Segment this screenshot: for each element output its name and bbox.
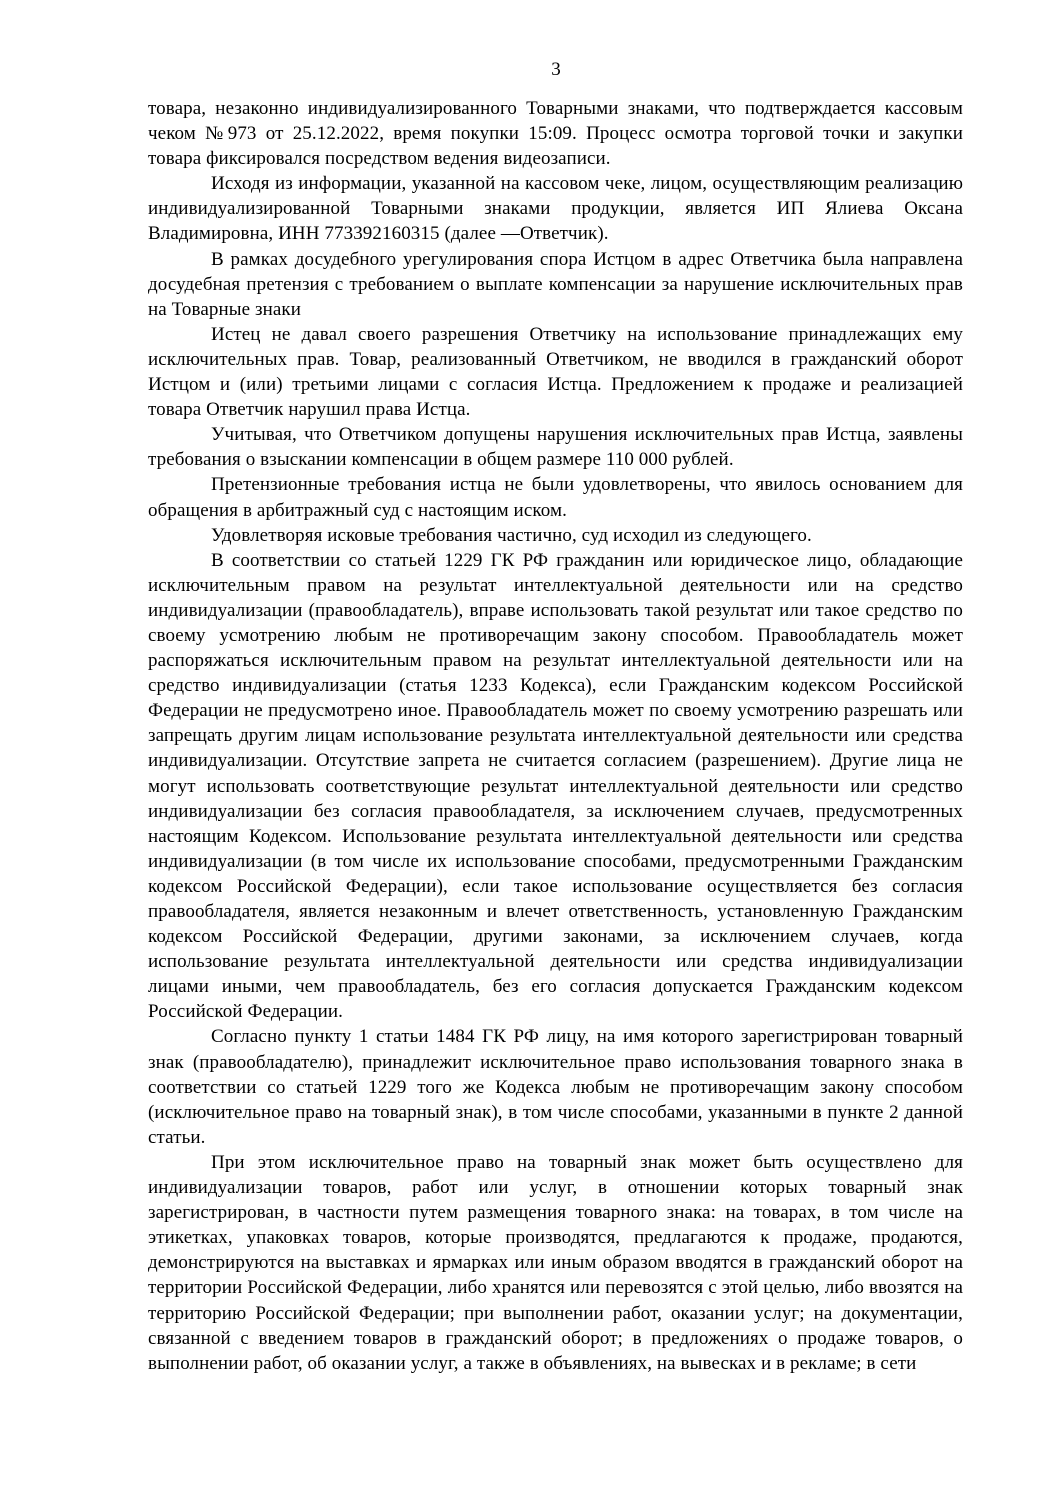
paragraph-continuation: товара, незаконно индивидуализированного Товарными знаками, что подтверждается кассовым чеком №973 от 25.12.2022, время покупки 15:09. Процесс осмотра торговой точки и закупки товара фиксировался посредством ведения видеозаписи. xyxy=(148,98,963,170)
paragraph-claim-not-satisfied: Претензионные требования истца не были удовлетворены, что явилось основанием для обращения в арбитражный суд с настоящим иском. xyxy=(148,474,963,521)
paragraph-compensation-claim: Учитывая, что Ответчиком допущены нарушения исключительных прав Истца, заявлены требования о взыскании компенсации в общем размере 110 000 рублей. xyxy=(148,424,963,471)
paragraph-article-1229: В соответствии со статьей 1229 ГК РФ гражданин или юридическое лицо, обладающие исключительным правом на результат интеллектуальной деятельности или на средство индивидуализации (правообладатель), вправе использовать такой результат или такое средство по своему усмотрению любым не противоречащим закону способом. Правообладатель может распоряжаться исключительным правом на результат интеллектуальной деятельности или на средство индивидуализации (статья 1233 Кодекса), если Гражданским кодексом Российской Федерации не предусмотрено иное. Правообладатель может по своему усмотрению разрешать или запрещать другим лицам использование результата интеллектуальной деятельности или средства индивидуализации. Отсутствие запрета не считается согласием (разрешением). Другие лица не могут использовать соответствующие результат интеллектуальной деятельности или средство индивидуализации без согласия правообладателя, за исключением случаев, предусмотренных настоящим Кодексом. Использование результата интеллектуальной деятельности или средства индивидуализации (в том числе их использование способами, предусмотренными Гражданским кодексом Российской Федерации), если такое использование осуществляется без согласия правообладателя, является незаконным и влечет ответственность, установленную Гражданским кодексом Российской Федерации, другими законами, за исключением случаев, когда использование результата интеллектуальной деятельности или средства индивидуализации лицами иными, чем правообладатель, без его согласия допускается Гражданским кодексом Российской Федерации. xyxy=(148,549,963,1023)
paragraph-court-reasoning-intro: Удовлетворяя исковые требования частично, суд исходил из следующего. xyxy=(211,524,812,546)
paragraph-trademark-use: При этом исключительное право на товарный знак может быть осуществлено для индивидуализации товаров, работ или услуг, в отношении которых товарный знак зарегистрирован, в частности путем размещения товарного знака: на товарах, в том числе на этикетках, упаковках товаров, которые производятся, предлагаются к продаже, продаются, демонстрируются на выставках и ярмарках или иным образом вводятся в гражданский оборот на территории Российской Федерации, либо хранятся или перевозятся с этой целью, либо ввозятся на территорию Российской Федерации; при выполнении работ, оказании услуг; на документации, связанной с введением товаров в гражданский оборот; в предложениях о продаже товаров, о выполнении работ, об оказании услуг, а также в объявлениях, на вывесках и в рекламе; в сети xyxy=(148,1151,963,1374)
paragraph-seller-info: Исходя из информации, указанной на кассовом чеке, лицом, осуществляющим реализацию индивидуализированной Товарными знаками продукции, является ИП Ялиева Оксана Владимировна, ИНН 773392160315 (далее —Ответчик). xyxy=(148,173,963,245)
document-body xyxy=(148,96,963,1376)
paragraph-no-permission: Истец не давал своего разрешения Ответчику на использование принадлежащих ему исключительных прав. Товар, реализованный Ответчиком, не вводился в гражданский оборот Истцом и (или) третьими лицами с согласия Истца. Предложением к продаже и реализацией товара Ответчик нарушил права Истца. xyxy=(148,323,963,421)
paragraph-article-1484: Согласно пункту 1 статьи 1484 ГК РФ лицу, на имя которого зарегистрирован товарный знак (правообладателю), принадлежит исключительное право использования товарного знака в соответствии со статьей 1229 того же Кодекса любым не противоречащим закону способом (исключительное право на товарный знак), в том числе способами, указанными в пункте 2 данной статьи. xyxy=(148,1026,963,1148)
paragraph-pretrial-claim: В рамках досудебного урегулирования спора Истцом в адрес Ответчика была направлена досудебная претензия с требованием о выплате компенсации за нарушение исключительных прав на Товарные знаки xyxy=(148,248,963,320)
page-number: 3 xyxy=(551,59,561,80)
